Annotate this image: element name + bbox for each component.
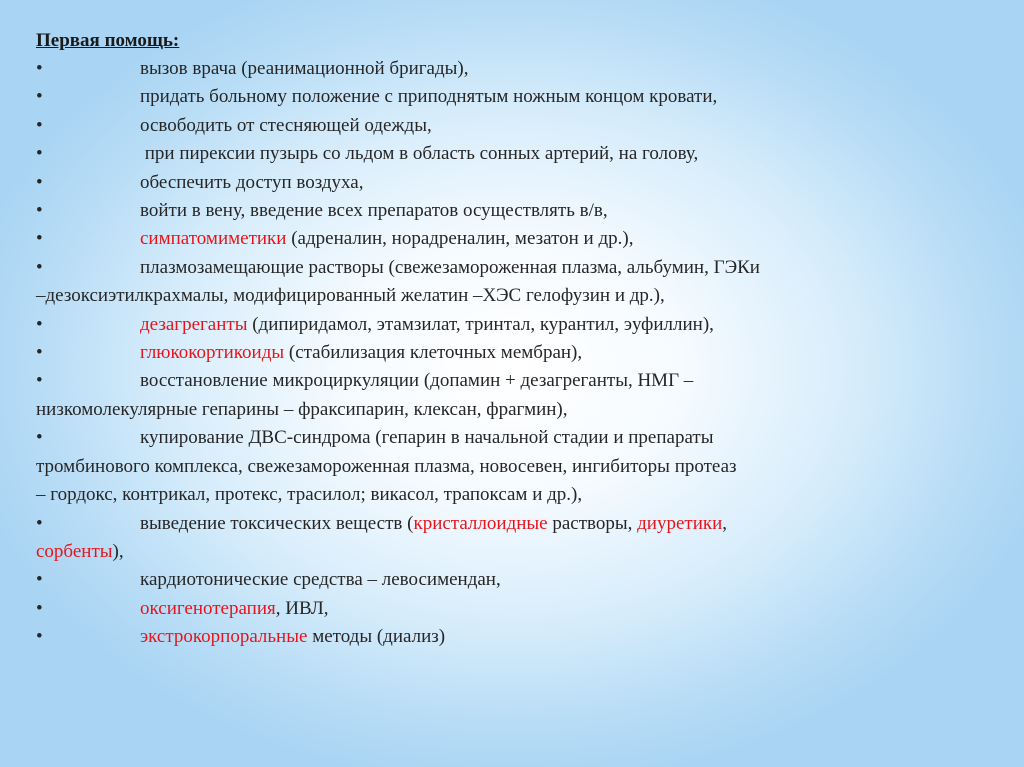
bullet-icon: • <box>36 58 43 79</box>
bullet-icon: • <box>36 143 43 165</box>
list-item-continuation <box>36 396 998 424</box>
list-item <box>36 510 998 538</box>
highlighted-term: сорбенты <box>36 540 113 562</box>
item-text: (дипиридамол, этамзилат, тринтал, курантил, эуфиллин), <box>247 313 714 335</box>
item-text: придать больному положение с приподнятым ножным концом кровати, <box>140 86 718 108</box>
highlighted-term: дезагреганты <box>140 313 248 335</box>
list-item <box>36 339 998 367</box>
list-item <box>36 169 998 197</box>
list-item-continuation <box>36 453 998 481</box>
item-text: при пирексии пузырь со льдом в область сонных артерий, на голову, <box>140 143 699 165</box>
list-item <box>36 112 998 140</box>
item-text: –дезоксиэтилкрахмалы, модифицированный желатин –ХЭС гелофузин и др.), <box>36 285 665 307</box>
slide-content <box>36 27 998 652</box>
bullet-icon: • <box>36 86 43 108</box>
list-item <box>36 311 998 339</box>
highlighted-term: кристаллоидные <box>413 512 548 534</box>
list-item-continuation <box>36 481 998 509</box>
bullet-icon: • <box>36 427 43 449</box>
list-item <box>36 623 998 651</box>
highlighted-term: оксигенотерапия <box>140 597 276 619</box>
item-text: низкомолекулярные гепарины – фраксипарин, клексан, фрагмин), <box>36 398 568 420</box>
item-text: кардиотонические средства – левосимендан, <box>140 569 501 591</box>
item-text: (адреналин, норадреналин, мезатон и др.), <box>286 228 634 250</box>
item-text: войти в вену, введение всех препаратов осуществлять в/в, <box>140 200 608 222</box>
bullet-icon: • <box>36 256 43 278</box>
item-text: ), <box>112 540 124 562</box>
item-text: купирование ДВС-синдрома (гепарин в начальной стадии и препараты <box>140 427 714 449</box>
list-item <box>36 197 998 225</box>
item-text: восстановление микроциркуляции (допамин + дезагреганты, НМГ – <box>140 370 694 392</box>
item-text: вызов врача (реанимационной бригады), <box>140 58 469 79</box>
first-aid-list <box>36 55 998 652</box>
bullet-icon: • <box>36 569 43 591</box>
bullet-icon: • <box>36 114 43 136</box>
bullet-icon: • <box>36 200 43 222</box>
highlighted-term: диуретики <box>637 512 723 534</box>
item-text: растворы, <box>547 512 638 534</box>
bullet-icon: • <box>36 512 43 534</box>
list-item-continuation <box>36 538 998 566</box>
list-item <box>36 424 998 452</box>
item-text: обеспечить доступ воздуха, <box>140 171 364 193</box>
list-item <box>36 595 998 623</box>
list-item <box>36 55 998 83</box>
bullet-icon: • <box>36 171 43 193</box>
item-text: освободить от стесняющей одежды, <box>140 114 432 136</box>
bullet-icon: • <box>36 313 43 335</box>
list-item <box>36 367 998 395</box>
item-text: методы (диализ) <box>307 626 446 648</box>
item-text: (стабилизация клеточных мембран), <box>284 342 583 364</box>
highlighted-term: экстрокорпоральные <box>140 626 308 648</box>
highlighted-term: симпатомиметики <box>140 228 287 250</box>
item-text: , <box>722 512 728 534</box>
item-text: – гордокс, контрикал, протекс, трасилол; викасол, трапоксам и др.), <box>36 484 583 506</box>
item-text: , ИВЛ, <box>275 597 329 619</box>
list-item <box>36 225 998 253</box>
bullet-icon: • <box>36 370 43 392</box>
list-item <box>36 140 998 168</box>
bullet-icon: • <box>36 342 43 364</box>
list-item <box>36 566 998 594</box>
slide-title: Первая помощь: <box>36 30 180 51</box>
bullet-icon: • <box>36 597 43 619</box>
item-text: тромбинового комплекса, свежезамороженная плазма, новосевен, ингибиторы протеаз <box>36 455 737 477</box>
item-text: выведение токсических веществ ( <box>140 512 414 534</box>
list-item <box>36 83 998 111</box>
list-item-continuation <box>36 282 998 310</box>
item-text: плазмозамещающие растворы (свежезамороженная плазма, альбумин, ГЭКи <box>140 256 760 278</box>
bullet-icon: • <box>36 626 43 648</box>
list-item <box>36 254 998 282</box>
highlighted-term: глюкокортикоиды <box>140 342 285 364</box>
bullet-icon: • <box>36 228 43 250</box>
